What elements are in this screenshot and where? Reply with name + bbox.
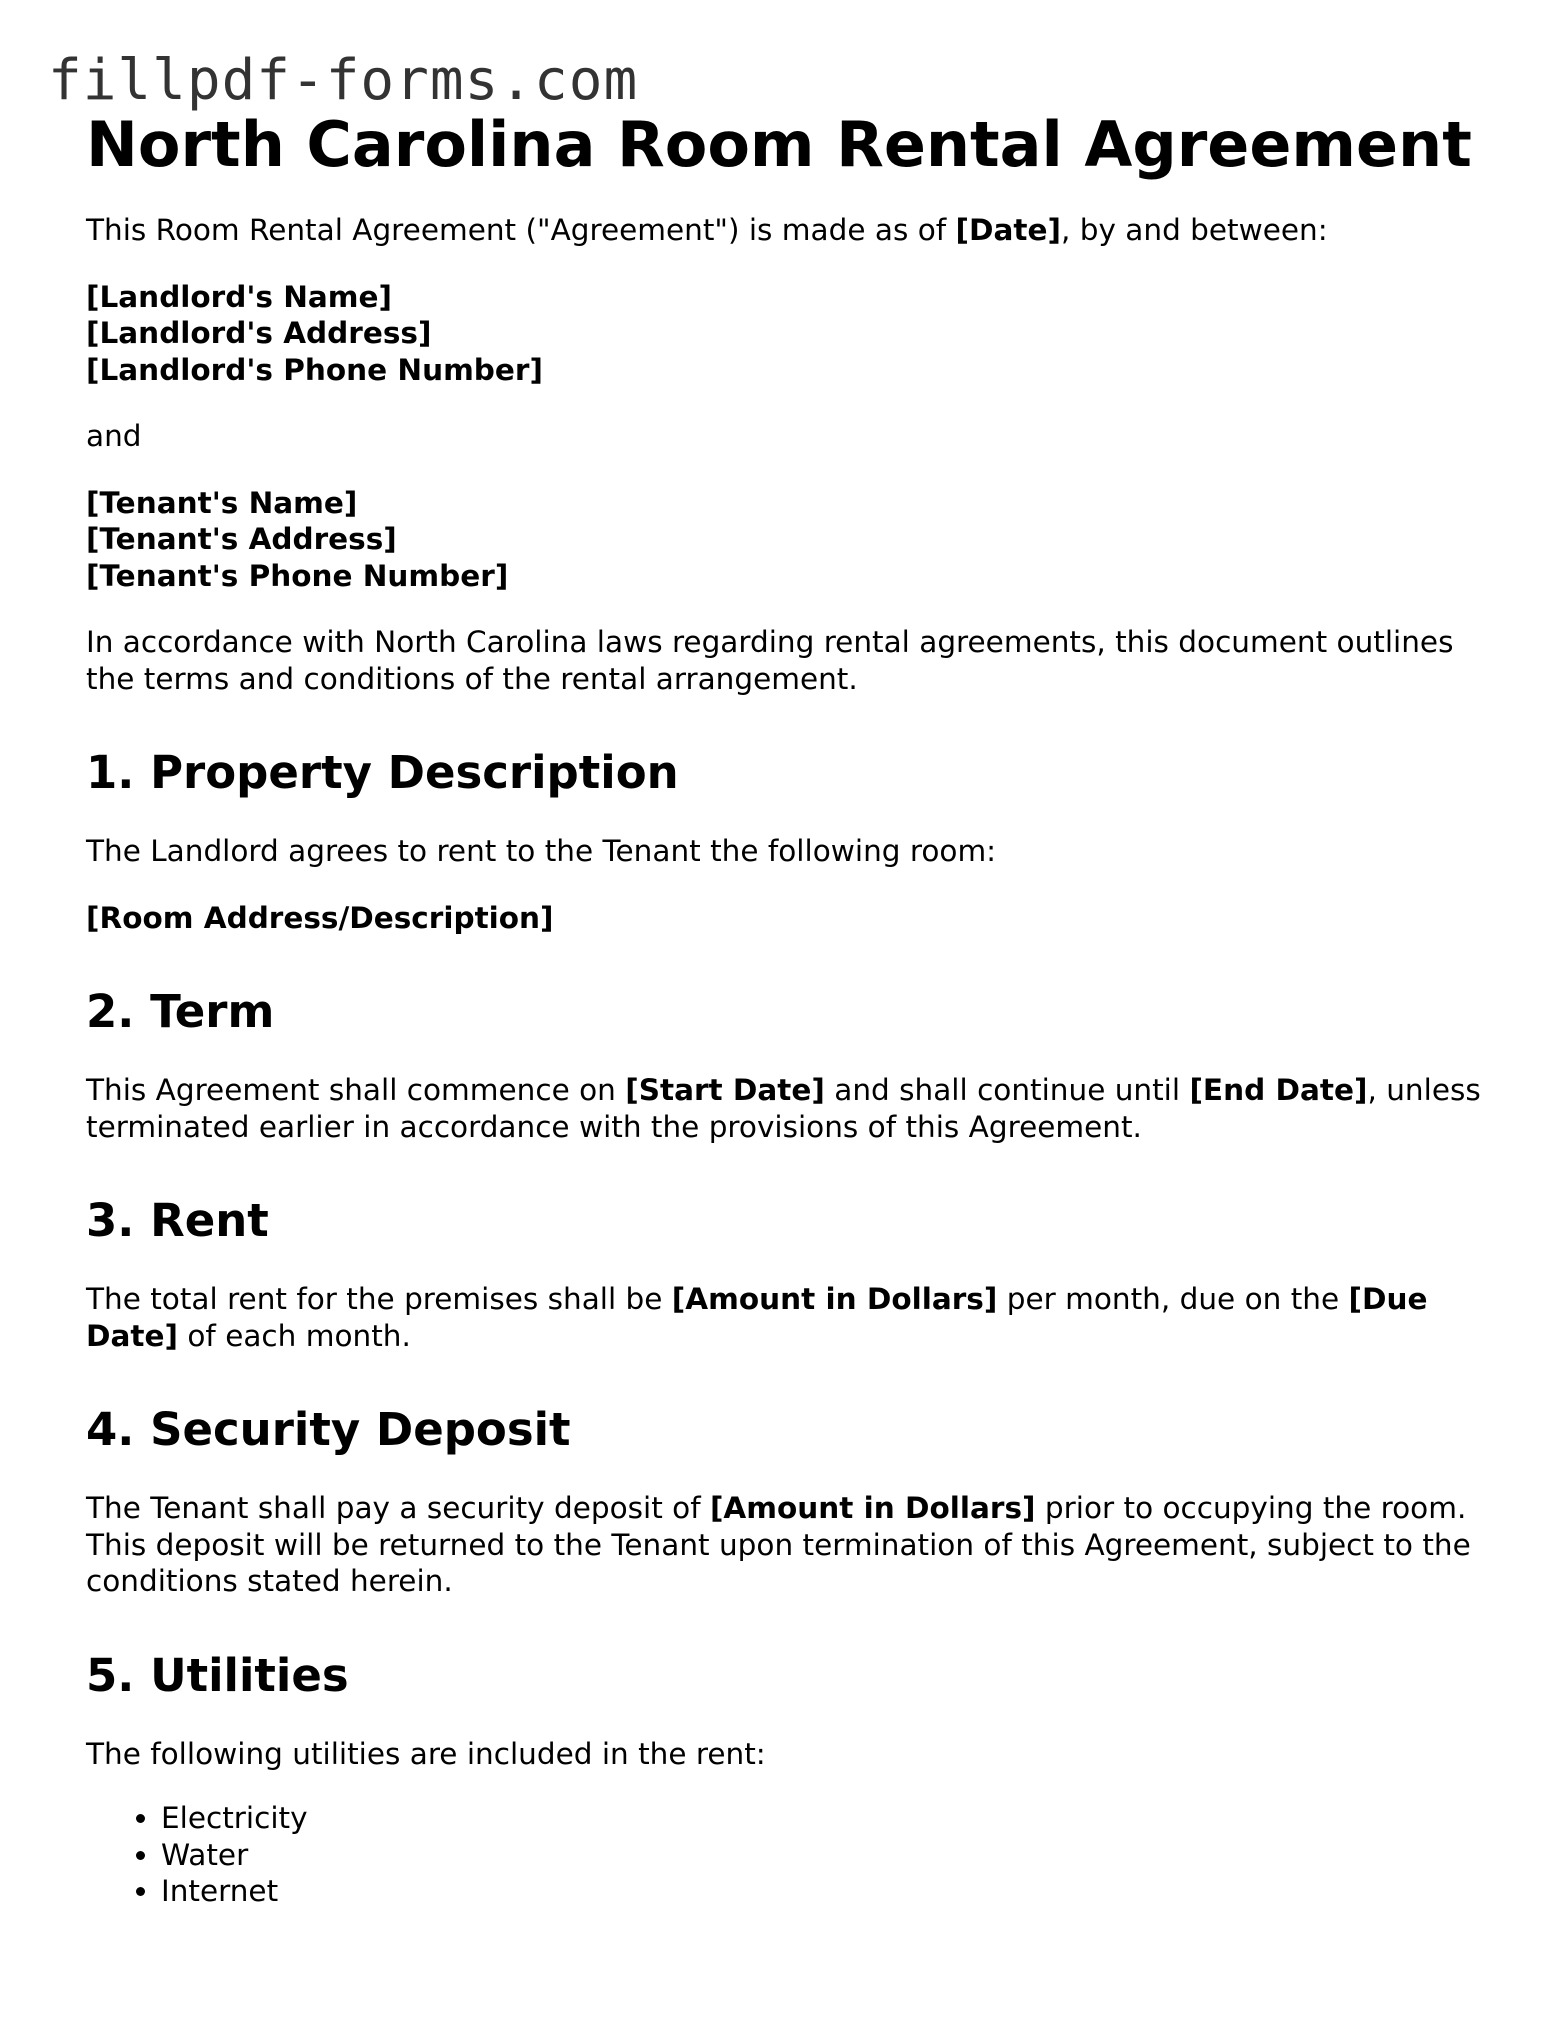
tenant-block bbox=[86, 485, 1486, 595]
section-heading-utilities: 5. Utilities bbox=[86, 1648, 349, 1702]
laws-paragraph: In accordance with North Carolina laws regarding rental agreements, this document outlines the terms and conditions of the rental arrangement. bbox=[86, 625, 1454, 696]
and-text: and bbox=[86, 419, 142, 453]
intro-text-before: This Room Rental Agreement ("Agreement") is made as of bbox=[86, 213, 956, 247]
term-text-2: and shall continue until bbox=[824, 1073, 1190, 1107]
document-title: North Carolina Room Rental Agreement bbox=[86, 108, 1472, 181]
section-heading-property: 1. Property Description bbox=[86, 746, 679, 799]
deposit-text-1: The Tenant shall pay a security deposit of bbox=[86, 1491, 710, 1525]
room-description-placeholder bbox=[86, 900, 1486, 937]
utility-item: • Electricity bbox=[161, 1800, 1486, 1837]
term-text-1: This Agreement shall commence on bbox=[86, 1073, 626, 1107]
term-paragraph bbox=[86, 1072, 1486, 1145]
deposit-paragraph bbox=[86, 1490, 1486, 1600]
landlord-address: [Landlord's Address] bbox=[86, 316, 432, 350]
due-date-placeholder: [Due Date] bbox=[86, 1282, 1428, 1353]
section-heading-rent: 3. Rent bbox=[86, 1194, 269, 1247]
room-description: [Room Address/Description] bbox=[86, 900, 554, 935]
section-heading-deposit: 4. Security Deposit bbox=[86, 1403, 571, 1456]
section-heading-term: 2. Term bbox=[86, 985, 275, 1038]
utility-item: • Internet bbox=[161, 1873, 1486, 1910]
rent-amount-placeholder: [Amount in Dollars] bbox=[671, 1282, 998, 1316]
tenant-name: [Tenant's Name] bbox=[86, 485, 358, 520]
start-date-placeholder: [Start Date] bbox=[625, 1073, 825, 1107]
intro-text-after: , by and between: bbox=[1060, 213, 1328, 247]
end-date-placeholder: [End Date] bbox=[1189, 1073, 1368, 1107]
rent-text-2: per month, due on the bbox=[997, 1282, 1349, 1316]
watermark: fillpdf-forms.com bbox=[48, 48, 639, 113]
landlord-block bbox=[86, 279, 1486, 389]
utilities-list bbox=[86, 1800, 1486, 1910]
deposit-amount-placeholder: [Amount in Dollars] bbox=[709, 1491, 1036, 1525]
rent-paragraph bbox=[86, 1281, 1486, 1354]
property-text: The Landlord agrees to rent to the Tenant the following room: bbox=[86, 834, 997, 868]
rent-text-1: The total rent for the premises shall be bbox=[86, 1282, 672, 1316]
deposit-text-2: prior to occupying the room. This deposit will be returned to the Tenant upon termination of this Agreement, subject to the conditions stated herein. bbox=[86, 1491, 1471, 1598]
tenant-phone: [Tenant's Phone Number] bbox=[86, 558, 509, 593]
term-text-3: , unless terminated earlier in accordance with the provisions of this Agreement. bbox=[86, 1073, 1481, 1144]
intro-paragraph bbox=[86, 212, 1486, 249]
landlord-phone: [Landlord's Phone Number] bbox=[86, 352, 543, 387]
rent-text-3: of each month. bbox=[178, 1318, 411, 1353]
utility-item: • Water bbox=[161, 1837, 1486, 1874]
document-page bbox=[86, 104, 1486, 1910]
utilities-text: The following utilities are included in the rent: bbox=[86, 1736, 766, 1771]
landlord-name: [Landlord's Name] bbox=[86, 279, 393, 314]
tenant-address: [Tenant's Address] bbox=[86, 522, 397, 556]
date-placeholder: [Date] bbox=[955, 213, 1061, 247]
